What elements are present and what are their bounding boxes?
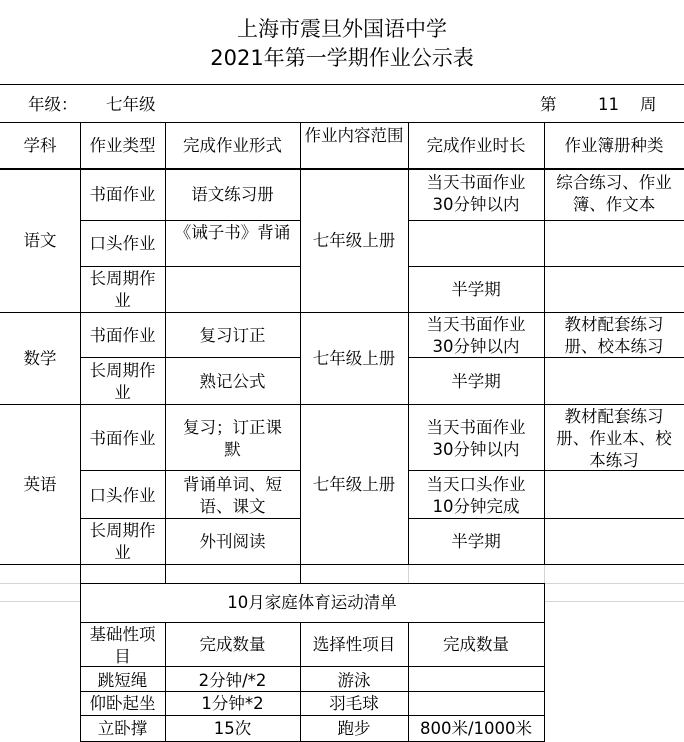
grid-line [165, 122, 166, 565]
form-cell [165, 221, 300, 267]
grid-line [408, 220, 684, 221]
grid-line [80, 715, 544, 716]
form-cell [165, 405, 300, 471]
grid-line [0, 404, 684, 405]
school-title: 上海市震旦外国语中学 [237, 17, 447, 41]
grid-line [80, 622, 544, 623]
homework-form: 背诵单词、短语、课文 [183, 475, 282, 516]
grid-line [408, 622, 409, 742]
grid-line [300, 564, 301, 584]
homework-time: 半学期 [451, 372, 501, 391]
spacer-gridline [408, 565, 409, 583]
grid-line [408, 470, 684, 471]
grid-line [408, 357, 684, 358]
homework-form: 外刊阅读 [199, 532, 266, 551]
grid-line [80, 691, 544, 692]
type-cell [80, 358, 165, 405]
grid-line [80, 583, 544, 584]
grid-line [0, 564, 684, 565]
grid-line [80, 518, 300, 519]
content-scope: 七年级上册 [312, 475, 396, 494]
homework-time: 半学期 [451, 532, 501, 551]
week-number: 11 [598, 95, 619, 114]
books-cell [544, 171, 684, 219]
spacer-gridline [544, 601, 684, 602]
grid-line [80, 564, 81, 742]
time-cell [408, 471, 544, 519]
books-cell [544, 405, 684, 471]
grid-line [0, 312, 684, 313]
sports-optional-qty: 800米/1000米 [419, 719, 533, 738]
grid-line [544, 122, 545, 565]
week-suffix: 周 [640, 95, 657, 114]
sports-header-cell [80, 622, 165, 666]
subject-name: 语文 [23, 231, 57, 250]
sports-title: 10月家庭体育运动清单 [227, 593, 397, 612]
grid-line [0, 84, 684, 85]
homework-time: 当天书面作业30分钟以内 [426, 315, 526, 356]
grid-line [80, 666, 544, 667]
type-cell [80, 221, 165, 267]
type-cell [80, 267, 165, 313]
week-prefix: 第 [540, 95, 557, 114]
form-cell [165, 471, 300, 519]
col-header-form: 完成作业形式 [183, 136, 282, 155]
subject-name: 数学 [23, 349, 57, 368]
sports-basic-qty: 15次 [213, 719, 252, 738]
grid-line [165, 622, 166, 742]
homework-type: 长周期作业 [89, 361, 156, 402]
grid-line [80, 470, 300, 471]
homework-time: 当天口头作业10分钟完成 [426, 475, 526, 516]
grade-label: 年级： [28, 95, 78, 114]
grid-line [80, 122, 81, 565]
homework-time: 当天书面作业30分钟以内 [426, 418, 526, 459]
homework-type: 口头作业 [89, 234, 156, 253]
content-scope: 七年级上册 [312, 349, 396, 368]
homework-type: 书面作业 [89, 429, 156, 448]
col-header-scope: 作业内容范围 [304, 126, 404, 145]
homework-type: 口头作业 [89, 486, 156, 505]
homework-type: 书面作业 [89, 185, 156, 204]
grid-line [0, 122, 684, 123]
homework-books: 教材配套练习册、作业本、校本练习 [556, 407, 672, 470]
grid-line [408, 266, 684, 267]
grid-line [80, 266, 300, 267]
grade-value: 七年级 [106, 95, 156, 114]
time-cell [408, 171, 544, 219]
col-header-scope-cell [300, 122, 408, 168]
sports-optional-item: 羽毛球 [329, 694, 379, 713]
sports-optional-item: 跑步 [337, 719, 371, 738]
homework-form: 语文练习册 [191, 185, 274, 204]
grid-line [80, 220, 300, 221]
grid-line [165, 564, 166, 584]
col-header-subject: 学科 [23, 136, 57, 155]
spacer-gridline [0, 601, 80, 602]
homework-time: 当天书面作业30分钟以内 [426, 173, 526, 214]
col-header-books: 作业簿册种类 [564, 136, 664, 155]
sports-basic-qty: 1分钟*2 [201, 694, 264, 713]
type-cell [80, 519, 165, 565]
content-scope: 七年级上册 [312, 231, 396, 250]
sports-header-optional-qty: 完成数量 [443, 635, 509, 654]
homework-form: 熟记公式 [199, 372, 266, 391]
sports-basic-qty: 2分钟/*2 [198, 671, 267, 690]
homework-books: 综合练习、作业簿、作文本 [556, 173, 672, 214]
grid-line [0, 168, 684, 170]
sports-header-basic: 基础性项目 [89, 625, 156, 666]
grid-line [408, 518, 684, 519]
grid-line [408, 122, 409, 565]
sports-header-optional: 选择性项目 [312, 635, 396, 654]
time-cell [408, 405, 544, 471]
subject-name: 英语 [23, 475, 57, 494]
homework-books: 教材配套练习册、校本练习 [564, 315, 664, 356]
homework-type: 书面作业 [89, 326, 156, 345]
col-header-type: 作业类型 [89, 136, 156, 155]
sheet-subtitle: 2021年第一学期作业公示表 [210, 46, 474, 70]
time-cell [408, 313, 544, 358]
homework-type: 长周期作业 [89, 521, 156, 562]
homework-form: 复习订正 [199, 326, 266, 345]
homework-form: 复习；订正课默 [183, 418, 282, 459]
homework-form: 《诫子书》背诵 [174, 223, 291, 242]
grid-line [300, 622, 301, 742]
grid-line [80, 357, 300, 358]
sports-header-basic-qty: 完成数量 [199, 635, 266, 654]
sports-basic-item: 跳短绳 [97, 671, 148, 690]
sports-basic-item: 仰卧起坐 [89, 694, 156, 713]
spacer-gridline [544, 565, 545, 583]
col-header-time: 完成作业时长 [426, 136, 526, 155]
sports-optional-item: 游泳 [337, 671, 371, 690]
books-cell [544, 313, 684, 358]
homework-time: 半学期 [451, 280, 501, 299]
grid-line [544, 583, 545, 742]
grid-line [300, 122, 301, 565]
sports-basic-item: 立卧撑 [97, 719, 148, 738]
homework-type: 长周期作业 [89, 269, 156, 310]
